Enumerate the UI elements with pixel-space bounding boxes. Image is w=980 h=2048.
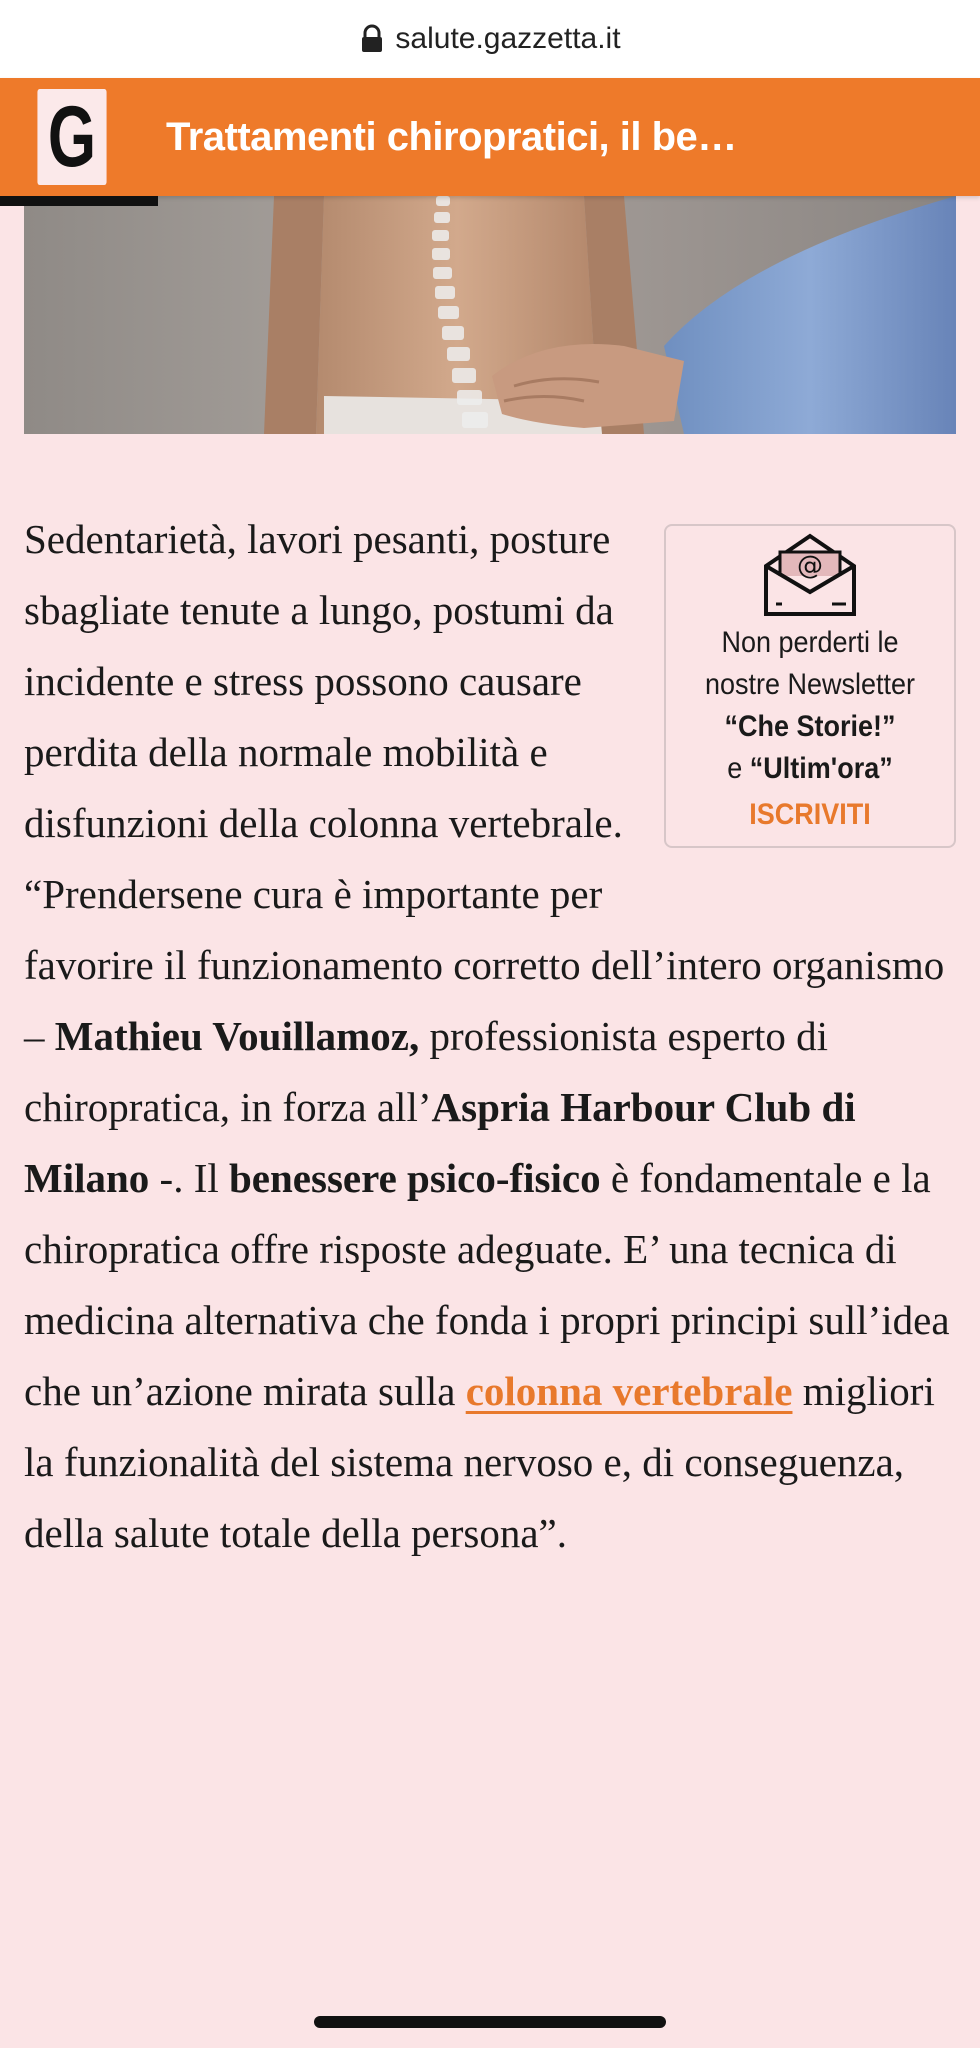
lock-icon	[359, 24, 385, 54]
article-title: Trattamenti chiropratici, il be…	[166, 114, 737, 159]
article-intro: Sedentarietà, lavori pesanti, posture sbagliate tenute a lungo, postumi da incidente e stress possono causare perdita della normale mobilità e disfunzioni della colonna vertebrale. “Prendersene cura è importante per favorire il funzionamento corretto dell’intero organismo –	[24, 516, 945, 1059]
back-pain-photo	[24, 196, 956, 434]
expert-role: professionista esperto di chiropratica, in forza all’	[24, 1013, 829, 1130]
article-outro: migliori la funzionalità del sistema nervoso e, di conseguenza, della salute totale della persona”.	[24, 1368, 935, 1556]
wellness-text: benessere psico-fisico	[229, 1155, 601, 1201]
after-club-text: -. Il	[149, 1155, 229, 1201]
reading-progress-bar	[0, 196, 158, 206]
newsletter-line-1: Non perderti le	[721, 626, 899, 659]
svg-text:@: @	[797, 551, 823, 581]
newsletter-name-1: “Che Storie!”	[724, 710, 896, 743]
gazzetta-logo[interactable]: G	[37, 89, 106, 185]
newsletter-box[interactable]	[664, 524, 956, 848]
newsletter-name-2: “Ultim'ora”	[749, 752, 893, 785]
after-wellness-text: è fondamentale e la chiropratica offre risposte adeguate. E’ una tecnica di medicina alternativa che fonda i propri principi sull’idea che un’azione mirata sulla	[24, 1155, 950, 1414]
hero-illustration	[24, 196, 956, 434]
url-text[interactable]: salute.gazzetta.it	[395, 22, 621, 55]
spine-link[interactable]: colonna vertebrale	[465, 1368, 793, 1414]
newsletter-line-2: nostre Newsletter	[704, 668, 916, 701]
club-name: Aspria Harbour Club di Milano	[24, 1084, 856, 1201]
subscribe-button[interactable]: ISCRIVITI	[749, 798, 871, 831]
browser-url-bar[interactable]	[0, 0, 980, 78]
envelope-at-icon	[762, 532, 858, 618]
newsletter-conj: e	[727, 752, 743, 785]
article-body	[24, 504, 956, 1569]
site-header	[0, 78, 980, 196]
home-indicator[interactable]	[314, 2016, 666, 2028]
expert-name: Mathieu Vouillamoz,	[54, 1013, 420, 1059]
